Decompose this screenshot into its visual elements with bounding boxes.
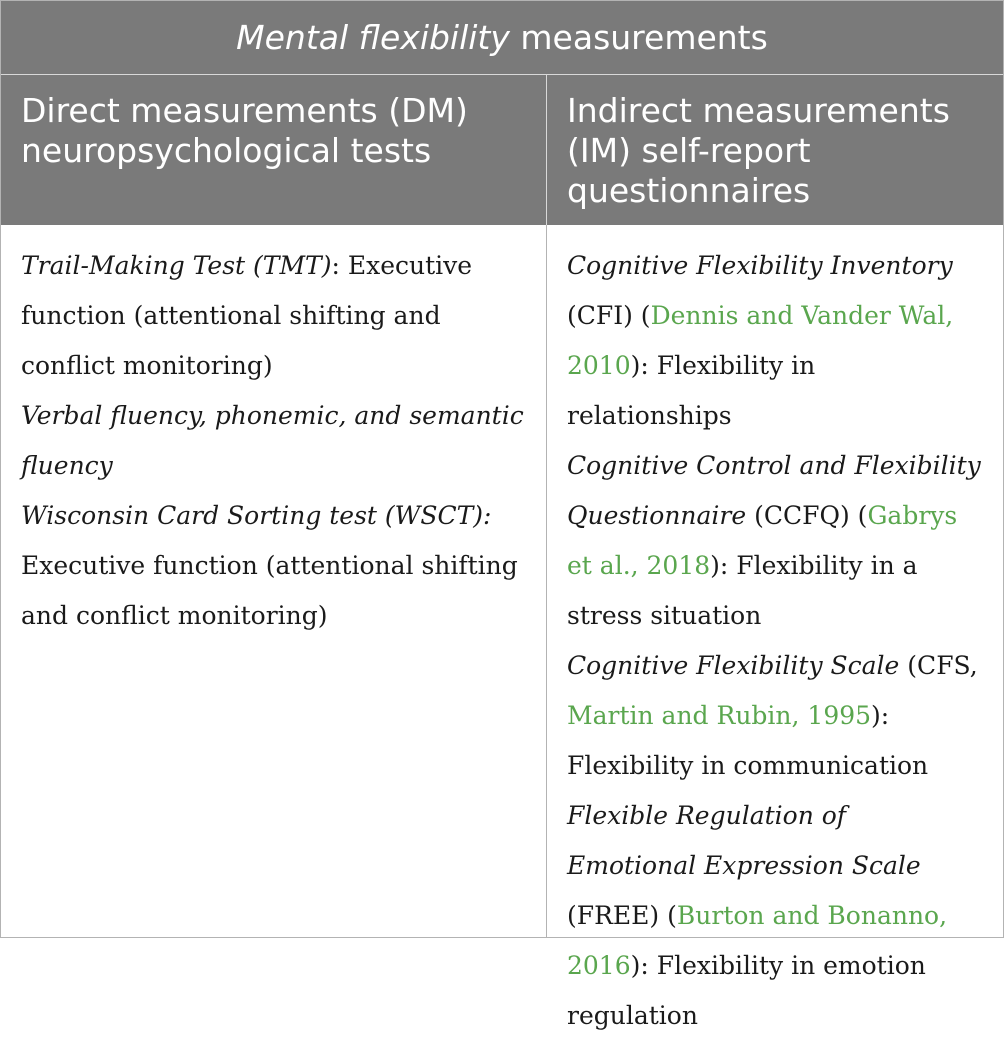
- column-header-direct: Direct measurements (DM) neuropsychological tests: [1, 75, 547, 225]
- list-item: [21, 491, 526, 641]
- indirect-measurements-cell: [547, 225, 1003, 1030]
- direct-measurements-cell: [1, 225, 547, 937]
- citation-link[interactable]: Gabrys et al., 2018: [567, 501, 958, 580]
- table-title-italic: Mental flexibility: [236, 18, 510, 57]
- questionnaire-abbrev: (CFI) (: [567, 301, 651, 330]
- list-item: [567, 641, 983, 791]
- table-title-rest: measurements: [509, 18, 768, 57]
- citation-link[interactable]: Burton and Bonanno, 2016: [567, 901, 948, 980]
- citation-link[interactable]: Martin and Rubin, 1995: [567, 701, 872, 730]
- list-item: [567, 241, 983, 441]
- questionnaire-abbrev: (CCFQ) (: [746, 501, 868, 530]
- questionnaire-description: ): Flexibility in emotion regulation: [567, 951, 926, 1030]
- test-description: : Executive function (attentional shifting and conflict monitoring): [21, 251, 473, 380]
- list-item: [21, 391, 526, 491]
- questionnaire-name: Cognitive Flexibility Scale: [567, 651, 900, 680]
- questionnaire-name: Flexible Regulation of Emotional Expression Scale: [567, 801, 921, 880]
- questionnaire-description: ): Flexibility in relationships: [567, 351, 816, 430]
- test-name: Trail-Making Test (TMT): [21, 251, 332, 280]
- list-item: [567, 791, 983, 1041]
- column-header-indirect: Indirect measurements (IM) self-report questionnaires: [567, 91, 950, 210]
- questionnaire-name: Cognitive Control and Flexibility Questionnaire: [567, 451, 981, 530]
- questionnaire-description: ): Flexibility in a stress situation: [567, 551, 918, 630]
- citation-link[interactable]: Dennis and Vander Wal, 2010: [567, 301, 954, 380]
- test-description: Executive function (attentional shifting and conflict monitoring): [21, 551, 518, 630]
- questionnaire-name: Cognitive Flexibility Inventory: [567, 251, 953, 280]
- list-item: [567, 441, 983, 641]
- test-name: Verbal fluency, phonemic, and semantic fluency: [21, 401, 524, 480]
- questionnaire-abbrev: (FREE) (: [567, 901, 677, 930]
- questionnaire-abbrev: (CFS,: [899, 651, 978, 680]
- table-body-row: [1, 225, 1003, 1030]
- table-title: [1, 1, 1003, 75]
- list-item: [21, 241, 526, 391]
- questionnaire-description: ): Flexibility in communication: [567, 701, 929, 780]
- test-name: Wisconsin Card Sorting test (WSCT):: [21, 501, 492, 530]
- column-header-row: [1, 75, 1003, 225]
